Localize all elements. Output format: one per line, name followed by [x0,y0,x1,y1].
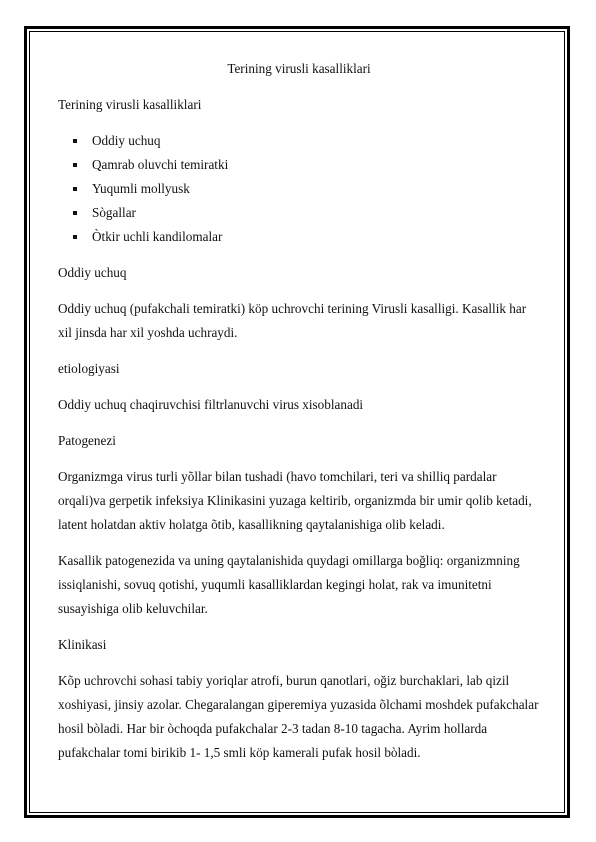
paragraph-etiology: Oddiy uchuq chaqiruvchisi filtrlanuvchi virus xisoblanadi [58,397,364,412]
document-body [58,57,540,777]
disease-list [58,129,540,249]
paragraph-clinic: Kõp uchrovchi sohasi tabiy yoriqlar atrofi, burun qanotlari, oğiz burchaklari, lab qizil xoshiyasi, jinsiy azolar. Chegaralangan giperemiya yuzasida õlchami moshdek pufakchalar hosil bòladi. Har bir òchoqda pufakchalar 2-3 tadan 8-10 tagacha. Ayrim hollarda pufakchalar tomi birikib 1- 1,5 smli köp kamerali pufak hosil bòladi. [58,673,539,760]
list-item: Yuqumli mollyusk [58,177,540,201]
paragraph-description: Oddiy uchuq (pufakchali temiratki) köp uchrovchi terining Virusli kasalligi. Kasallik har xil jinsda har xil yoshda uchraydi. [58,301,527,340]
section-heading-klinikasi: Klinikasi [58,637,107,652]
list-item: Òtkir uchli kandilomalar [58,225,540,249]
paragraph-factors: Kasallik patogenezida va uning qaytalanishida quydagi omillarga boğliq: organizmning issiqlanishi, sovuq qotishi, yuqumli kasalliklardan kegingi holat, rak va imunitetni susayishiga olib keluvchilar. [58,553,520,616]
section-heading-patogenezi: Patogenezi [58,433,116,448]
section-heading-etiologiyasi: etiologiyasi [58,361,120,376]
paragraph-pathogenesis: Organizmga virus turli yõllar bilan tushadi (havo tomchilari, teri va shilliq pardalar orqali)va gerpetik infeksiya Klinikasini yuzaga keltirib, organizmda bir umir qolib ketadi, latent holatdan aktiv holatga õtib, kasallikning qaytalanishiga olib keladi. [58,469,532,532]
section-heading-oddiy-uchuq: Oddiy uchuq [58,265,127,280]
list-item: Qamrab oluvchi temiratki [58,153,540,177]
intro-heading: Terining virusli kasalliklari [58,97,202,112]
list-item: Oddiy uchuq [58,129,540,153]
document-title: Terining virusli kasalliklari [227,61,371,76]
list-item: Sògallar [58,201,540,225]
